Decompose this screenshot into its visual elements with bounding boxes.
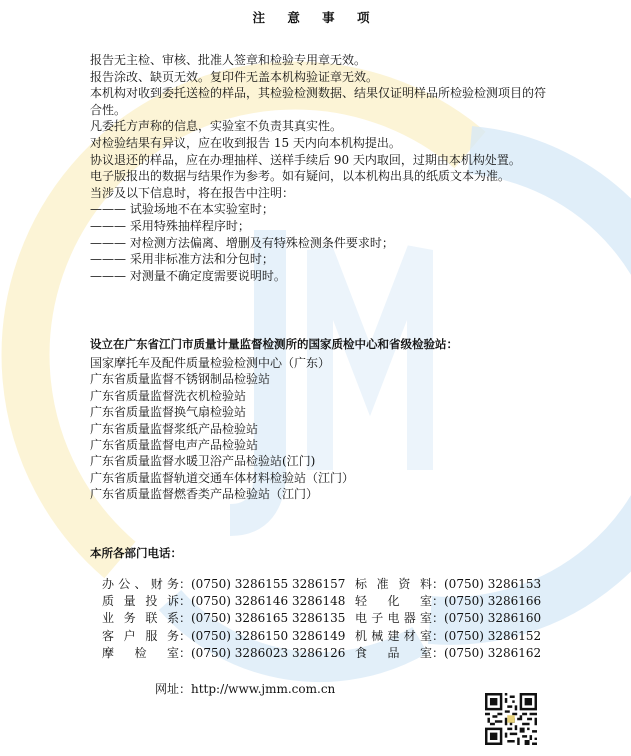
phone-number: ：(0750) 3286165 3286135 (179, 611, 346, 626)
notice-item: 协议退还的样品，应在办理抽样、送样手续后 90 天内取回，过期由本机构处置。 (90, 152, 521, 167)
notice-subitem: ——— 采用非标准方法和分包时； (90, 252, 274, 267)
department-label: 质量投诉 (102, 594, 179, 609)
phone-number: ：(0750) 3286160 (432, 611, 542, 626)
notice-item: 当涉及以下信息时，将在报告中注明： (90, 185, 295, 200)
notice-subitem: ——— 试验场地不在本实验室时； (90, 202, 274, 217)
notice-subitem: ——— 采用特殊抽样程序时； (90, 218, 250, 233)
phone-directory (102, 576, 541, 662)
phone-number: ：(0750) 3286162 (432, 645, 542, 660)
department-label: 摩检室 (102, 645, 179, 660)
notice-subitem: ——— 对检测方法偏离、增删及有特殊检测条件要求时； (90, 235, 394, 250)
department-label: 机械建材室 (355, 628, 432, 643)
phone-number: ：(0750) 3286150 3286149 (179, 628, 346, 643)
department-label: 业务联系 (102, 611, 179, 626)
phone-row (102, 576, 541, 593)
page-title: 注 意 事 项 (252, 10, 379, 25)
phone-number: ：(0750) 3286153 (432, 577, 542, 591)
department-label: 客户服务 (102, 628, 179, 643)
phone-number: ：(0750) 3286155 3286157 (179, 577, 346, 591)
department-label: 办公、财务 (102, 577, 179, 591)
notice-item: 报告涂改、缺页无效。复印件无盖本机构验证章无效。 (90, 69, 379, 84)
notice-subitem: ——— 对测量不确定度需要说明时。 (90, 268, 286, 283)
department-label: 轻化室 (355, 594, 432, 609)
department-label: 电子电器室 (355, 611, 432, 626)
station-item: 广东省质量监督不锈钢制品检验站 (90, 372, 271, 387)
station-item: 广东省质量监督电声产品检验站 (90, 438, 259, 453)
station-item: 广东省质量监督水暖卫浴产品检验站(江门) (90, 454, 316, 469)
notice-item: 报告无主检、审核、批准人签章和检验专用章无效。 (90, 53, 367, 67)
phones-heading: 本所各部门电话： (90, 546, 182, 560)
phone-number: ：(0750) 3286146 3286148 (179, 594, 346, 609)
phone-number: ：(0750) 3286023 3286126 (179, 645, 346, 660)
notice-list (90, 52, 550, 284)
phone-number: ：(0750) 3286166 (432, 594, 542, 609)
station-item: 国家摩托车及配件质量检验检测中心（广东） (90, 356, 331, 370)
phone-row (102, 628, 541, 645)
notice-item: 电子版报出的数据与结果作为参考。如有疑问，以本机构出具的纸质文本为准。 (90, 169, 511, 184)
phone-row (102, 593, 541, 610)
qr-code-icon (485, 693, 537, 745)
notice-item: 本机构对收到委托送检的样品，其检验检测数据、结果仅证明样品所检验检测项目的符合性。 (90, 86, 547, 117)
notice-item: 对检验结果有异议，应在收到报告 15 天内向本机构提出。 (90, 135, 401, 150)
phone-row (102, 645, 541, 662)
station-item: 广东省质量监督轨道交通车体材料检验站（江门） (90, 470, 355, 485)
department-label: 食品室 (355, 645, 432, 660)
website-link[interactable]: 网址：http://www.jmm.com.cn (155, 682, 336, 696)
station-list (90, 355, 354, 503)
station-item: 广东省质量监督浆纸产品检验站 (90, 421, 259, 436)
notice-item: 凡委托方声称的信息，实验室不负责其真实性。 (90, 119, 343, 134)
department-label: 标准资料 (355, 577, 432, 591)
phone-number: ：(0750) 3286152 (432, 628, 542, 643)
station-item: 广东省质量监督洗衣机检验站 (90, 388, 247, 403)
phone-row (102, 610, 541, 627)
stations-heading: 设立在广东省江门市质量计量监督检测所的国家质检中心和省级检验站： (90, 337, 458, 351)
station-item: 广东省质量监督燃香类产品检验站（江门） (90, 487, 319, 502)
station-item: 广东省质量监督换气扇检验站 (90, 405, 247, 420)
